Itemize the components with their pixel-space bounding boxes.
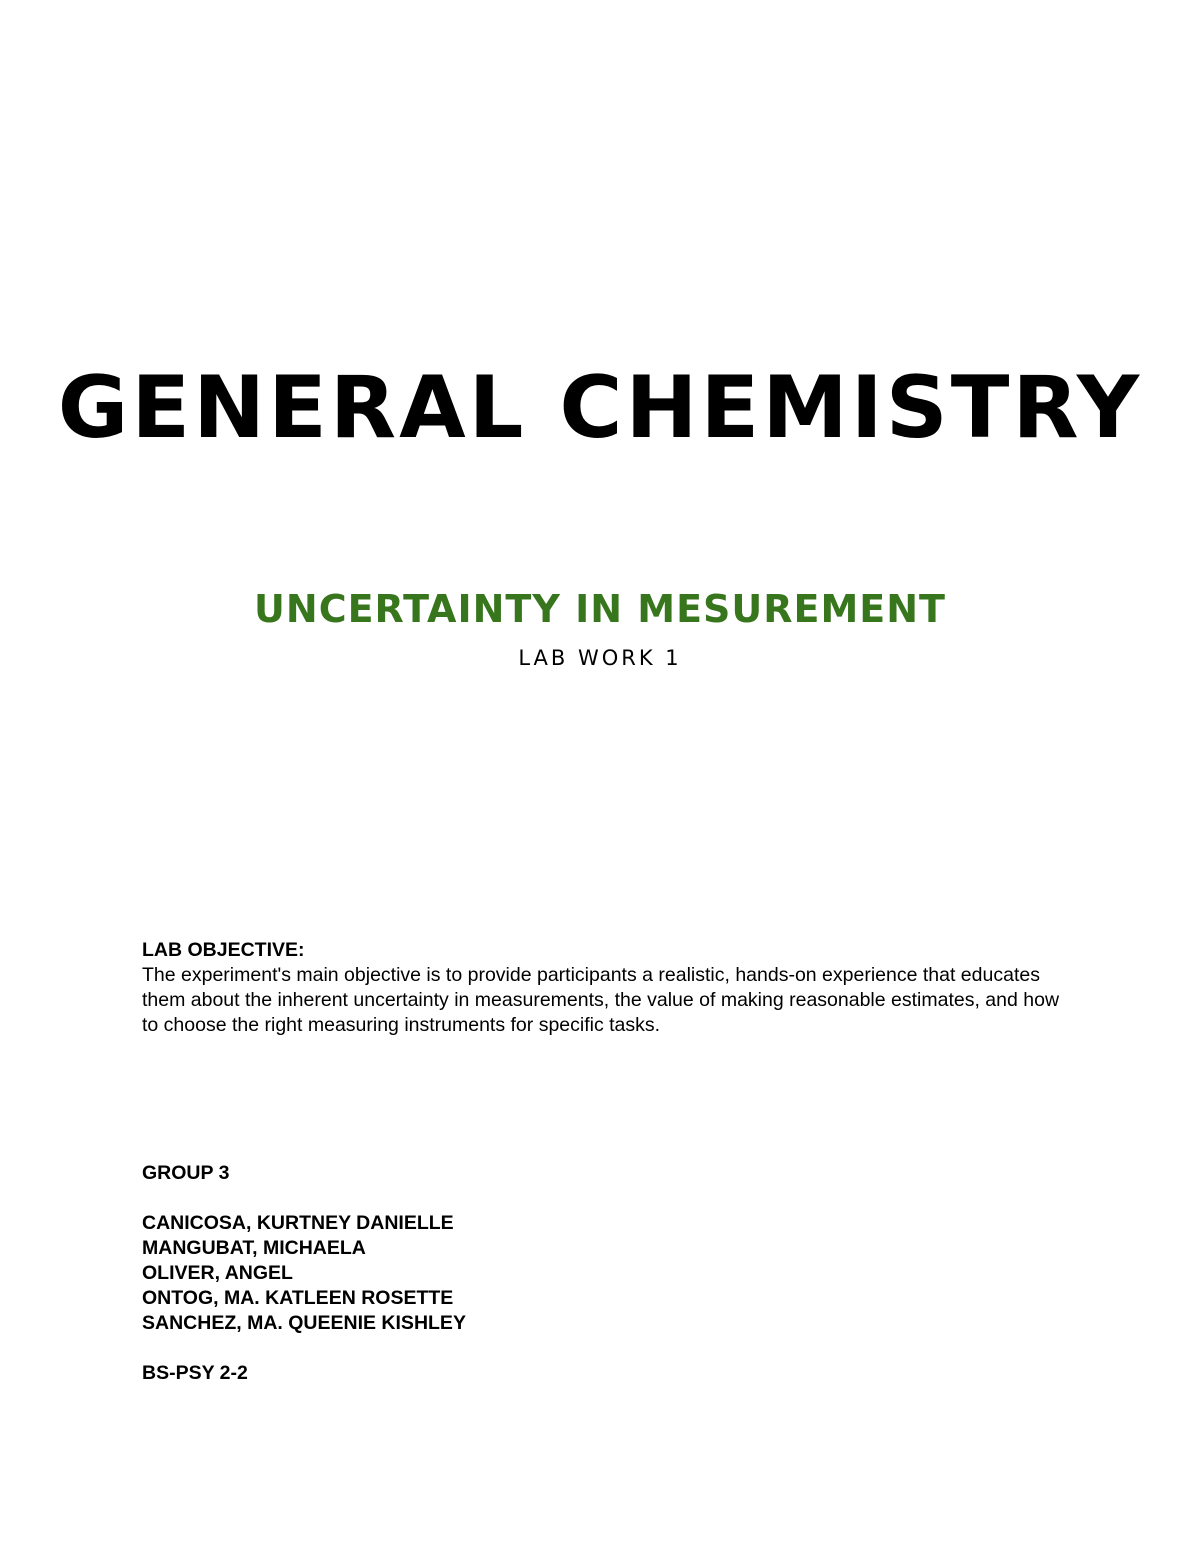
document-subtitle: UNCERTAINTY IN MESUREMENT	[254, 587, 946, 631]
member-name: SANCHEZ, MA. QUEENIE KISHLEY	[142, 1312, 466, 1334]
lab-objective-text: The experiment's main objective is to provide participants a realistic, hands-on experience that educates them about the inherent uncertainty in measurements, the value of making reasonable estimates, and how to choose the right measuring instruments for specific tasks.	[142, 964, 1060, 1036]
member-name: ONTOG, MA. KATLEEN ROSETTE	[142, 1287, 454, 1309]
group-section	[142, 1161, 842, 1386]
class-section: BS-PSY 2-2	[142, 1362, 248, 1384]
member-name: CANICOSA, KURTNEY DANIELLE	[142, 1212, 454, 1234]
document-title: GENERAL CHEMISTRY	[57, 358, 1143, 458]
group-label: GROUP 3	[142, 1162, 230, 1184]
member-list	[142, 1211, 842, 1336]
lab-objective-heading: LAB OBJECTIVE:	[142, 939, 305, 961]
lab-objective-section	[142, 938, 1072, 1038]
lab-work-label: LAB WORK 1	[518, 646, 682, 670]
member-name: OLIVER, ANGEL	[142, 1262, 293, 1284]
member-name: MANGUBAT, MICHAELA	[142, 1237, 366, 1259]
